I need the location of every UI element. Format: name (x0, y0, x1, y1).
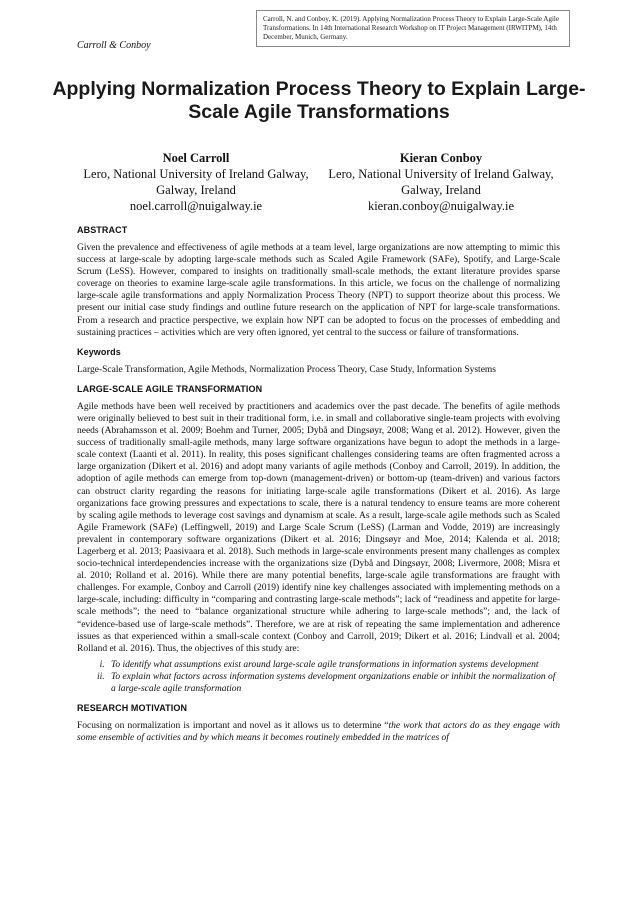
paper-title: Applying Normalization Process Theory to Explain Large-Scale Agile Transformations (52, 78, 586, 123)
objectives-list (77, 659, 560, 695)
paper-body (77, 225, 560, 752)
author-name: Kieran Conboy (399, 151, 483, 165)
section-heading-transformation: LARGE-SCALE AGILE TRANSFORMATION (77, 383, 263, 394)
author-location: Galway, Ireland (156, 183, 236, 197)
citation-box: Carroll, N. and Conboy, K. (2019). Applying Normalization Process Theory to Explain Large-Scale Agile Transformations. In 14th International Research Workshop on IT Project Management (IRWITPM), 14th December, Munich, Germany. (256, 10, 570, 47)
abstract-text: Given the prevalence and effectiveness of agile methods at a team level, large organizations are now attempting to mimic this success at large-scale by adopting large-scale methods such as Scaled Agile Framework (SAFe), Spotify, and Large-Scale Scrum (LeSS). However, compared to insights on traditionally small-scale methods, the extant literature provides sparse coverage on theories to examine large-scale agile transformations. In this article, we focus on the challenge of normalizing large-scale agile transformations and apply Normalization Process Theory (NPT) to support theorize about this process. We present our initial case study findings and outline future research on the application of NPT for large-scale transformations. From a research and practice perspective, we explain how NPT can be adopted to focus on the processes of embedding and sustaining practices – activities which are very often ignored, yet central to the success or failure of transformations. (77, 243, 560, 338)
keywords-heading: Keywords (77, 346, 121, 357)
objective-item: i. To identify what assumptions exist around large-scale agile transformations in information systems development (107, 659, 560, 671)
author-location: Galway, Ireland (401, 183, 481, 197)
author-block (71, 150, 321, 214)
author-block (316, 150, 566, 214)
motivation-prefix: Focusing on normalization is important and novel as it allows us to determine “ (77, 720, 389, 731)
running-head: Carroll & Conboy (77, 40, 151, 51)
motivation-quote: the work that actors do as they engage with some ensemble of activities and by which means it becomes routinely embedded in the matrices of (77, 720, 560, 743)
keywords-text: Large-Scale Transformation, Agile Methods, Normalization Process Theory, Case Study, Information Systems (77, 364, 496, 375)
transformation-text: Agile methods have been well received by practitioners and academics over the past decade. The benefits of agile methods were originally believed to best suit in their traditional form, i.e. in small and collaborative single-team projects with evolving needs (Abrahamsson et al. 2009; Boehm and Turner, 2005; Dybå and Dingsøyr, 2008; Wang et al. 2012). However, given the success of traditionally small-agile methods, many large software organizations have begun to adopt the methods in a large-scale context (Laanti et al. 2011). In reality, this poses significant challenges considering teams are often fragmented across a large organization (Dikert et al. 2016) and adopt many variants of agile methods (Conboy and Carroll, 2019). In addition, the adoption of agile methods can emerge from top-down (management-driven) or bottom-up (team-driven) and various factors can obstruct clarity regarding the reasons for initiating large-scale agile transformations (Dikert et al. 2016). As large organizations face growing pressures and expectations to scale, there is a natural tendency to ensure teams are more coherent by scaling agile methods to leverage cost savings and dynamism at scale. As a result, large-scale agile methods such as Scaled Agile Framework (SAFe) (Leffingwell, 2019) and Large Scale Scrum (LeSS) (Larman and Vodde, 2019) are increasingly prevalent in contemporary software organizations (Dikert et al. 2016; Dingsøyr and Moe, 2014; Kalenda et al. 2018; Lagerberg et al. 2013; Paasivaara et al. 2018). Such methods in large-scale environments present many challenges as complex socio-technical interdependencies increase with the organizations size (Dybå and Dingsøyr, 2008; Livermore, 2008; Misra et al. 2010; Rolland et al. 2016). While there are many potential benefits, large-scale agile transformations are fraught with challenges. For example, Conboy and Carroll (2019) identify nine key challenges associated with implementing methods on a large-scale, including: difficulty in “comparing and contrasting large-scale methods”; lack of “readiness and appetite for large-scale methods”; the need to “balance organizational structure while adhering to large-scale methods”; and, the lack of “evidence-based use of large-scale methods”. Therefore, we are at risk of repeating the same implementation and adherence issues as that experienced within a small-scale context (Conboy and Carroll, 2019; Dikert et al. 2016; Lindvall et al. 2004; Rolland et al. 2016). Thus, the objectives of this study are: (77, 401, 560, 654)
motivation-text (77, 720, 560, 744)
abstract-heading: ABSTRACT (77, 225, 128, 235)
objective-item: ii. To explain what factors across information systems development organizations enable or inhibit the normalization of a large-scale agile transformation (107, 671, 560, 695)
author-name: Noel Carroll (162, 151, 230, 165)
author-email: kieran.conboy@nuigalway.ie (367, 199, 515, 213)
author-affiliation: Lero, National University of Ireland Galway, (328, 167, 554, 181)
author-affiliation: Lero, National University of Ireland Galway, (83, 167, 309, 181)
section-heading-motivation: RESEARCH MOTIVATION (77, 702, 188, 713)
author-email: noel.carroll@nuigalway.ie (129, 199, 263, 213)
